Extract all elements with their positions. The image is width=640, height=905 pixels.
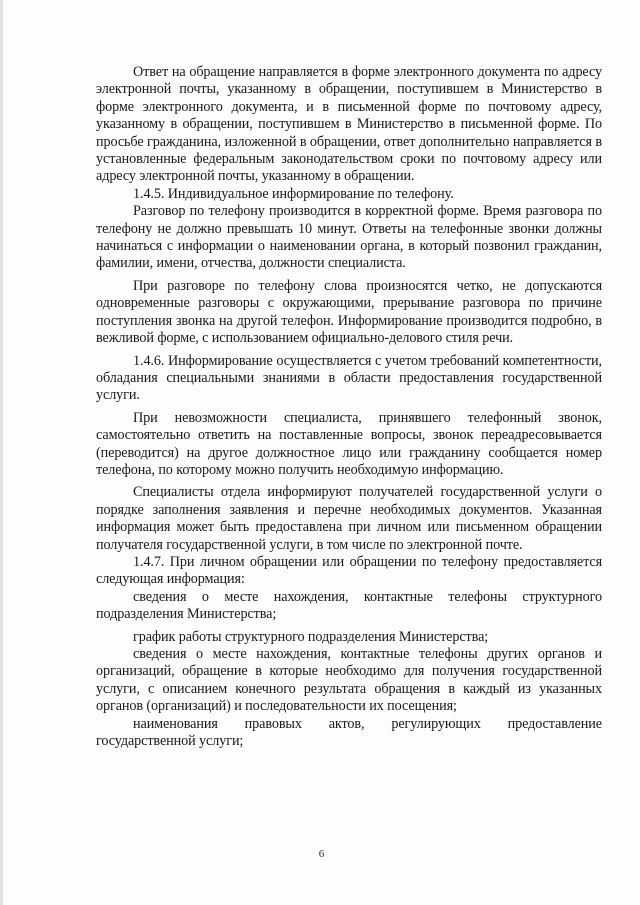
list-item-legal-acts: наименования правовых актов, регулирующих предоставление государственной услуги; [96,715,602,750]
paragraph-phone-etiquette: При разговоре по телефону слова произносятся четко, не допускаются одновременные разговоры с окружающими, прерывание разговора по причине поступления звонка на другой телефон. Информирование производится подробно, в вежливой форме, с использованием официально-делового стиля речи. [96,277,602,347]
paragraph-phone-conversation: Разговор по телефону производится в корректной форме. Время разговора по телефону не должно превышать 10 минут. Ответы на телефонные звонки должны начинаться с информации о наименовании органа, в который позвонил гражданин, фамилии, имени, отчества, должности специалиста. [96,203,602,272]
paragraph-1-4-7: 1.4.7. При личном обращении или обращении по телефону предоставляется следующая информация: [96,553,602,588]
paragraph-1-4-6: 1.4.6. Информирование осуществляется с учетом требований компетентности, обладания специальными знаниями в области предоставления государственной услуги. [96,352,602,404]
document-body [96,64,602,750]
list-item-location-info: сведения о месте нахождения, контактные телефоны структурного подразделения Министерства; [96,588,602,623]
paragraph-response-form: Ответ на обращение направляется в форме электронного документа по адресу электронной почты, указанному в обращении, поступившем в Министерство в форме электронного документа, и в письменной форме по почтовому адресу, указанному в обращении, поступившем в Министерство в письменной форме. По просьбе гражданина, изложенной в обращении, ответ дополнительно направляется в установленные федеральным законодательством сроки по почтовому адресу или адресу электронной почты, указанному в обращении. [96,64,602,185]
list-item-work-schedule: график работы структурного подразделения Министерства; [133,628,489,645]
page-number: 6 [318,848,325,860]
paragraph-call-redirect: При невозможности специалиста, принявшего телефонный звонок, самостоятельно ответить на поставленные вопросы, звонок переадресовывается (переводится) на другое должностное лицо или гражданину сообщается номер телефона, по которому можно получить необходимую информацию. [96,409,602,478]
paragraph-department-specialists: Специалисты отдела информируют получателей государственной услуги о порядке заполнения заявления и перечне необходимых документов. Указанная информация может быть предоставлена при личном или письменном обращении получателя государственной услуги, в том числе по электронной почте. [96,484,602,553]
list-item-other-organs: сведения о месте нахождения, контактные телефоны других органов и организаций, обращение в которые необходимо для получения государственной услуги, с описанием конечного результата обращения в каждый из указанных органов (организаций) и последовательности их посещения; [96,646,602,715]
paragraph-1-4-5-heading: 1.4.5. Индивидуальное информирование по телефону. [133,185,454,202]
